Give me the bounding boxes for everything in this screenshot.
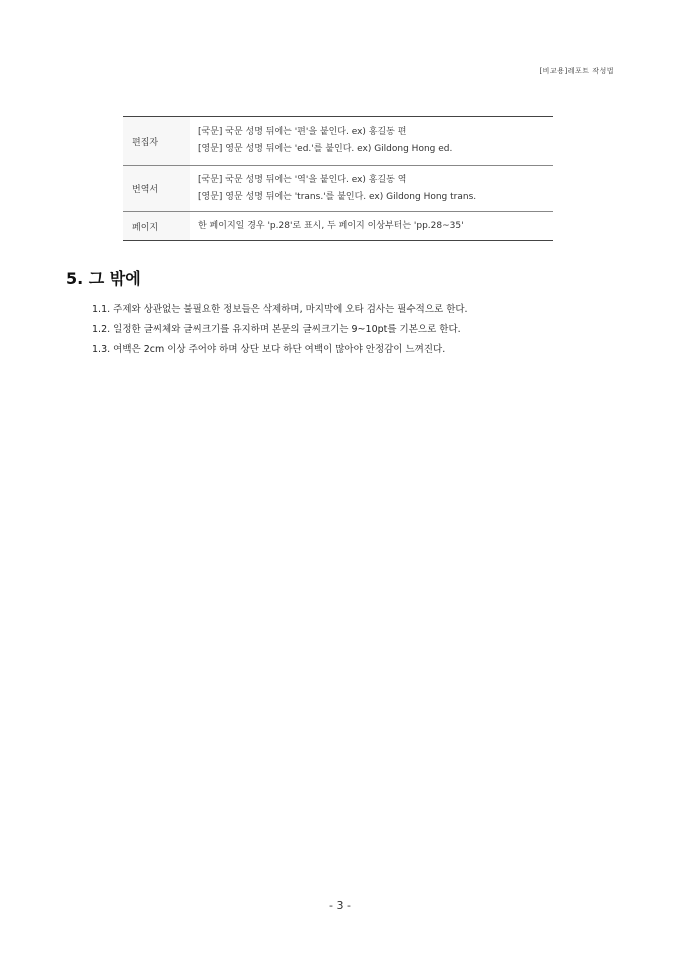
rule-line: [영문] 영문 성명 뒤에는 'trans.'를 붙인다. ex) Gildong Hong trans.: [198, 191, 477, 202]
row-label-page: 페이지: [123, 212, 190, 241]
section-heading: 5. 그 밖에: [66, 269, 141, 288]
table-row: [123, 166, 553, 212]
row-content-page: [190, 212, 553, 241]
list-item: 1.2. 일정한 글씨체와 글씨크기를 유지하며 본문의 글씨크기는 9~10pt를 기본으로 한다.: [92, 324, 461, 335]
table-row: [123, 117, 553, 166]
rule-line: [영문] 영문 성명 뒤에는 'ed.'를 붙인다. ex) Gildong Hong ed.: [198, 144, 453, 154]
rule-line: 한 페이지일 경우 'p.28'로 표시, 두 페이지 이상부터는 'pp.28~35': [198, 220, 464, 231]
row-label-editor: 편집자: [123, 117, 190, 166]
table-row: [123, 212, 553, 241]
list-item: 1.1. 주제와 상관없는 불필요한 정보들은 삭제하며, 마지막에 오타 검사는 필수적으로 한다.: [92, 304, 468, 315]
running-header: [비교용]레포트 작성법: [539, 67, 614, 75]
list-item: 1.3. 여백은 2cm 이상 주어야 하며 상단 보다 하단 여백이 많아야 안정감이 느껴진다.: [92, 344, 446, 355]
rule-line: [국문] 국문 성명 뒤에는 '편'을 붙인다. ex) 홍길동 편: [198, 127, 407, 137]
citation-rules-table: [123, 116, 553, 241]
page-number: - 3 -: [329, 899, 351, 912]
row-label-translation: 번역서: [123, 166, 190, 212]
row-content-translation: [190, 166, 553, 212]
rule-line: [국문] 국문 성명 뒤에는 '역'을 붙인다. ex) 홍길동 역: [198, 174, 407, 185]
section-item-list: [92, 300, 468, 360]
row-content-editor: [190, 117, 553, 166]
